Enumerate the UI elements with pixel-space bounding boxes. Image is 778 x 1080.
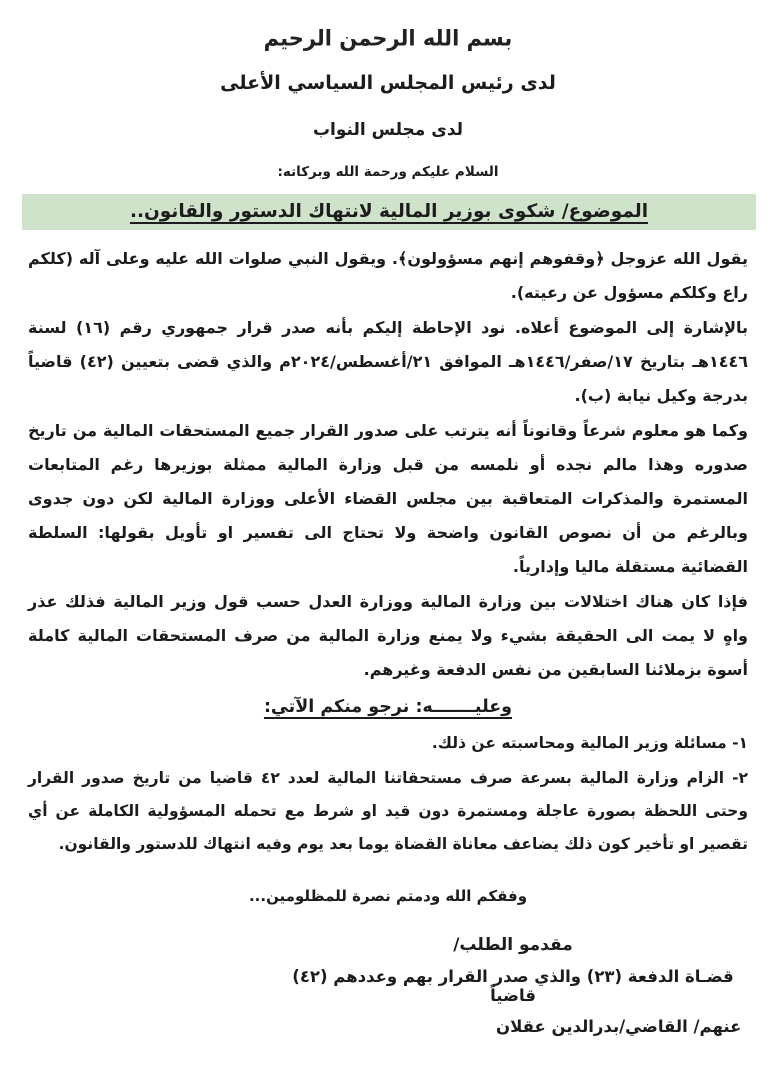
subject-text: الموضوع/ شكوى بوزير المالية لانتهاك الدستور والقانون..: [129, 201, 649, 222]
recipient-supreme-political-council: لدى رئيس المجلس السياسي الأعلى: [220, 72, 556, 94]
letter-body: [28, 242, 748, 687]
demand-item-1: ١- مسائلة وزير المالية ومحاسبته عن ذلك.: [431, 734, 748, 752]
demands-heading-text: وعليـــــــه: نرجو منكم الآتي:: [263, 697, 513, 717]
demands-list: [28, 727, 748, 861]
paragraph-quran-hadith: يقول الله عزوجل ﴿وقفوهم إنهم مسؤولون﴾. ويقول النبي صلوات الله عليه وعلى آله (كلكم راع وكلكم مسؤول عن رعيته).: [28, 249, 748, 302]
paragraph-decree-reference: بالإشارة إلى الموضوع أعلاه. نود الإحاطة إليكم بأنه صدر قرار جمهوري رقم (١٦) لسنة ١٤٤٦هـ بتاريخ ١٧/صفر/١٤٤٦هـ الموافق ٢١/أغسطس/٢٠٢٤م والذي قضى بتعيين (٤٢) قاضياً بدرجة وكيل نيابة (ب).: [28, 318, 749, 405]
closing-supplication: وفقكم الله ودمتم نصرة للمظلومين...: [248, 887, 528, 905]
demand-item-2: ٢- الزام وزارة المالية بسرعة صرف مستحقاتنا المالية لعدد ٤٢ قاضيا من تاريخ صدور القرار وحتى اللحظة بصورة عاجلة ومستمرة دون قيد او شرط مع تحمله المسؤولية الكاملة عن أي تقصير او تأخير كون ذلك يضاعف معاناة القضاة يوما بعد يوم وفيه انتهاك للدستور والقانون.: [28, 769, 748, 853]
paragraph-legal-entitlements: وكما هو معلوم شرعاً وقانوناً أنه يترتب على صدور القرار جميع المستحقات المالية من تاريخ صدوره وهذا مالم نجده أو نلمسه من قبل وزارة المالية ممثلة بوزيرها رغم المتابعات المستمرة والمذكرات المتعاقبة بين مجلس القضاء الأعلى ووزارة المالية لكن دون جدوى وبالرغم من أن نصوص القانون واضحة ولا تحتاج الى تفسير او تأويل بقولها: السلطة القضائية مستقلة ماليا وإدارياً.: [28, 421, 748, 576]
signature-judges-batch: قضـاة الدفعة (٢٣) والذي صدر القرار بهم وعددهم (٤٢) قاضياً: [292, 967, 734, 1005]
paragraph-ministry-dispute: فإذا كان هناك اختلالات بين وزارة المالية ووزارة العدل حسب قول وزير المالية فذلك عذر واهٍ لا يمت الى الحقيقة بشيء ولا يمنع وزارة المالية من صرف المستحقات المالية كاملة أسوة بزملائنا السابقين من نفس الدفعة وغيرهم.: [28, 592, 748, 679]
signature-submitters-label: مقدمو الطلب/: [453, 935, 573, 955]
demands-heading: [28, 697, 748, 717]
islamic-greeting: السلام عليكم ورحمة الله وبركاته:: [277, 164, 499, 180]
signature-judge-name: عنهم/ القاضي/بدرالدين عقلان: [496, 1017, 742, 1036]
recipient-house-of-representatives: لدى مجلس النواب: [312, 120, 464, 140]
signature-block: [278, 935, 748, 1036]
bismillah-calligraphy: بسم الله الرحمن الرحيم: [263, 25, 513, 51]
subject-band: [22, 194, 756, 230]
